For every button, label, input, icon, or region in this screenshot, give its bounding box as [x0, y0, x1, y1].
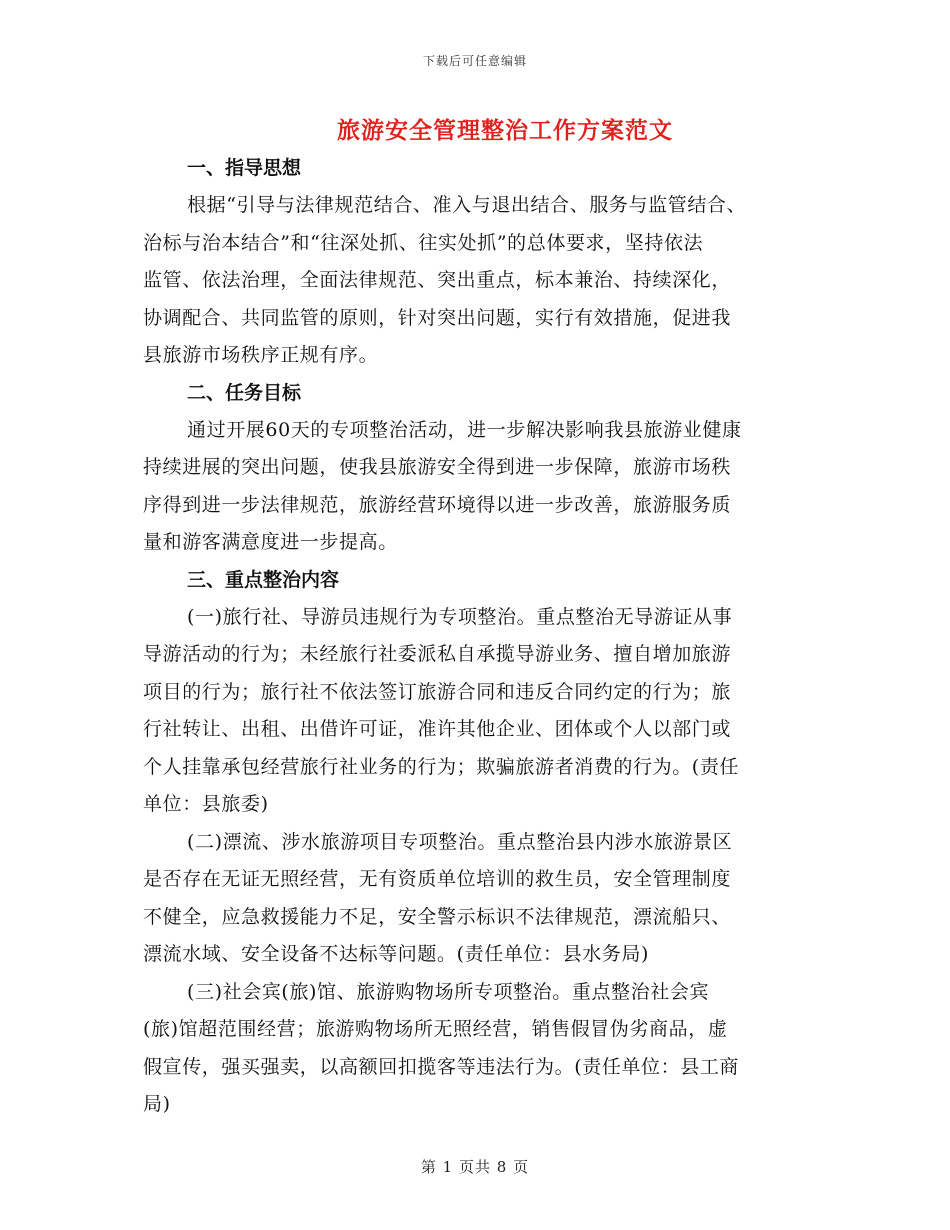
- text-line: (旅)馆超范围经营；旅游购物场所无照经营，销售假冒伪劣商品，虚: [143, 1018, 728, 1040]
- text-line: 通过开展60天的专项整治活动，进一步解决影响我县旅游业健康: [187, 418, 742, 441]
- text-line: 持续进展的突出问题，使我县旅游安全得到进一步保障，旅游市场秩: [143, 456, 732, 478]
- text-line: 协调配合、共同监管的原则，针对突出问题，实行有效措施，促进我: [143, 306, 732, 329]
- paragraph: [143, 599, 811, 824]
- section-heading: 三、重点整治内容: [187, 568, 340, 591]
- text-line: 假宣传，强买强卖，以高额回扣揽客等违法行为。(责任单位：县工商: [143, 1055, 740, 1078]
- text-line: 单位：县旅委): [143, 793, 269, 815]
- header-note: 下载后可任意编辑: [422, 54, 527, 68]
- text-line: 漂流水域、安全设备不达标等问题。(责任单位：县水务局): [143, 943, 650, 965]
- text-line: 根据“引导与法律规范结合、准入与退出结合、服务与监管结合、: [187, 194, 747, 216]
- text-line: (二)漂流、涉水旅游项目专项整治。重点整治县内涉水旅游景区: [187, 830, 733, 853]
- text-line: 局): [143, 1093, 171, 1115]
- paragraph: [143, 412, 811, 562]
- section-heading: 二、任务目标: [187, 381, 302, 404]
- text-line: 行社转让、出租、出借许可证，准许其他企业、团体或个人以部门或: [143, 718, 732, 740]
- text-line: 不健全，应急救援能力不足，安全警示标识不法律规范，漂流船只、: [143, 905, 732, 928]
- paragraph: [143, 187, 811, 375]
- paragraph: [143, 824, 811, 974]
- text-line: 导游活动的行为；未经旅行社委派私自承揽导游业务、擅自增加旅游: [143, 643, 732, 665]
- text-line: (一)旅行社、导游员违规行为专项整治。重点整治无导游证从事: [187, 605, 733, 628]
- text-line: 个人挂靠承包经营旅行社业务的行为；欺骗旅游者消费的行为。(责任: [143, 755, 740, 778]
- text-line: 量和游客满意度进一步提高。: [143, 531, 398, 553]
- text-line: 治标与治本结合”和“往深处抓、往实处抓”的总体要求，坚持依法: [143, 231, 704, 254]
- page-footer: 第 1 页共 8 页: [420, 1158, 530, 1176]
- text-line: (三)社会宾(旅)馆、旅游购物场所专项整治。重点整治社会宾: [187, 980, 710, 1003]
- text-line: 县旅游市场秩序正规有序。: [143, 344, 379, 366]
- text-line: 序得到进一步法律规范，旅游经营环境得以进一步改善，旅游服务质: [143, 493, 732, 516]
- section-heading: 一、指导思想: [187, 157, 302, 179]
- document-title: 旅游安全管理整治工作方案范文: [337, 117, 673, 144]
- text-line: 项目的行为；旅行社不依法签订旅游合同和违反合同约定的行为；旅: [143, 680, 732, 703]
- text-line: 是否存在无证无照经营，无有资质单位培训的救生员，安全管理制度: [143, 868, 732, 890]
- text-line: 监管、依法治理，全面法律规范、突出重点，标本兼治、持续深化，: [143, 269, 732, 291]
- paragraph: [143, 974, 811, 1124]
- document-body: [143, 150, 811, 1124]
